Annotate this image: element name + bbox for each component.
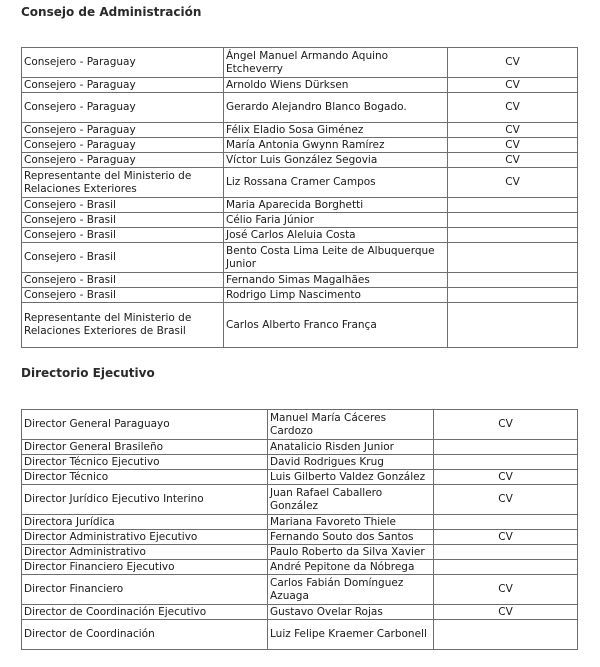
name-cell: Juan Rafael Caballero González xyxy=(268,485,434,515)
name-cell: Mariana Favoreto Thiele xyxy=(268,515,434,530)
cv-link[interactable]: CV xyxy=(448,123,578,138)
table-row xyxy=(22,198,578,213)
cv-link[interactable]: CV xyxy=(434,605,578,620)
name-cell: Gustavo Ovelar Rojas xyxy=(268,605,434,620)
table-row xyxy=(22,485,578,515)
cv-cell xyxy=(448,288,578,303)
cv-cell xyxy=(448,213,578,228)
table-row xyxy=(22,153,578,168)
cv-link[interactable]: CV xyxy=(448,153,578,168)
name-cell: André Pepitone da Nóbrega xyxy=(268,560,434,575)
role-cell: Consejero - Paraguay xyxy=(22,78,224,93)
table-row xyxy=(22,123,578,138)
table-row xyxy=(22,605,578,620)
role-cell: Consejero - Brasil xyxy=(22,198,224,213)
name-cell: Fernando Souto dos Santos xyxy=(268,530,434,545)
table-row xyxy=(22,288,578,303)
table-row xyxy=(22,243,578,273)
name-cell: Anatalicio Risden Junior xyxy=(268,440,434,455)
directorio-section-title: Directorio Ejecutivo xyxy=(21,366,155,380)
name-cell: Carlos Fabián Domínguez Azuaga xyxy=(268,575,434,605)
cv-link[interactable]: CV xyxy=(448,78,578,93)
role-cell: Director de Coordinación Ejecutivo xyxy=(22,605,268,620)
cv-link[interactable]: CV xyxy=(434,470,578,485)
role-cell: Consejero - Brasil xyxy=(22,273,224,288)
name-cell: María Antonia Gwynn Ramírez xyxy=(224,138,448,153)
table-row xyxy=(22,93,578,123)
cv-cell xyxy=(448,273,578,288)
table-row xyxy=(22,440,578,455)
role-cell: Consejero - Paraguay xyxy=(22,93,224,123)
name-cell: Gerardo Alejandro Blanco Bogado. xyxy=(224,93,448,123)
name-cell: Luis Gilberto Valdez González xyxy=(268,470,434,485)
directorio-table xyxy=(21,409,578,650)
name-cell: Félix Eladio Sosa Giménez xyxy=(224,123,448,138)
role-cell: Consejero - Brasil xyxy=(22,243,224,273)
cv-link[interactable]: CV xyxy=(448,138,578,153)
cv-cell xyxy=(434,515,578,530)
table-row xyxy=(22,78,578,93)
role-cell: Consejero - Paraguay xyxy=(22,123,224,138)
role-cell: Director Técnico xyxy=(22,470,268,485)
role-cell: Consejero - Brasil xyxy=(22,228,224,243)
name-cell: Paulo Roberto da Silva Xavier xyxy=(268,545,434,560)
cv-link[interactable]: CV xyxy=(448,168,578,198)
consejo-section-title: Consejo de Administración xyxy=(21,5,202,19)
cv-link[interactable]: CV xyxy=(434,575,578,605)
table-row xyxy=(22,138,578,153)
cv-cell xyxy=(434,545,578,560)
name-cell: Liz Rossana Cramer Campos xyxy=(224,168,448,198)
cv-link[interactable]: CV xyxy=(448,48,578,78)
role-cell: Director General Paraguayo xyxy=(22,410,268,440)
table-row xyxy=(22,48,578,78)
cv-link[interactable]: CV xyxy=(434,410,578,440)
role-cell: Director Administrativo xyxy=(22,545,268,560)
role-cell: Representante del Ministerio de Relaciones Exteriores de Brasil xyxy=(22,303,224,348)
role-cell: Director Financiero Ejecutivo xyxy=(22,560,268,575)
name-cell: Bento Costa Lima Leite de Albuquerque Junior xyxy=(224,243,448,273)
role-cell: Director Técnico Ejecutivo xyxy=(22,455,268,470)
cv-cell xyxy=(434,455,578,470)
name-cell: Manuel María Cáceres Cardozo xyxy=(268,410,434,440)
table-row xyxy=(22,273,578,288)
table-row xyxy=(22,455,578,470)
cv-cell xyxy=(434,560,578,575)
table-row xyxy=(22,470,578,485)
name-cell: Fernando Simas Magalhães xyxy=(224,273,448,288)
name-cell: José Carlos Aleluia Costa xyxy=(224,228,448,243)
name-cell: Maria Aparecida Borghetti xyxy=(224,198,448,213)
table-row xyxy=(22,410,578,440)
role-cell: Director General Brasileño xyxy=(22,440,268,455)
name-cell: Ángel Manuel Armando Aquino Etcheverry xyxy=(224,48,448,78)
role-cell: Director Administrativo Ejecutivo xyxy=(22,530,268,545)
table-row xyxy=(22,168,578,198)
name-cell: Arnoldo Wiens Dürksen xyxy=(224,78,448,93)
table-row xyxy=(22,545,578,560)
table-row xyxy=(22,620,578,650)
role-cell: Director de Coordinación xyxy=(22,620,268,650)
cv-cell xyxy=(448,198,578,213)
role-cell: Director Financiero xyxy=(22,575,268,605)
role-cell: Consejero - Brasil xyxy=(22,288,224,303)
name-cell: Luiz Felipe Kraemer Carbonell xyxy=(268,620,434,650)
role-cell: Consejero - Paraguay xyxy=(22,138,224,153)
cv-link[interactable]: CV xyxy=(434,485,578,515)
table-row xyxy=(22,530,578,545)
table-row xyxy=(22,228,578,243)
cv-cell xyxy=(448,243,578,273)
consejo-table xyxy=(21,47,578,348)
name-cell: Carlos Alberto Franco França xyxy=(224,303,448,348)
role-cell: Consejero - Paraguay xyxy=(22,48,224,78)
role-cell: Consejero - Brasil xyxy=(22,213,224,228)
cv-link[interactable]: CV xyxy=(448,93,578,123)
table-row xyxy=(22,303,578,348)
role-cell: Representante del Ministerio de Relaciones Exteriores xyxy=(22,168,224,198)
table-row xyxy=(22,515,578,530)
table-row xyxy=(22,575,578,605)
cv-cell xyxy=(434,440,578,455)
name-cell: Célio Faria Júnior xyxy=(224,213,448,228)
table-row xyxy=(22,213,578,228)
role-cell: Directora Jurídica xyxy=(22,515,268,530)
cv-cell xyxy=(434,620,578,650)
cv-cell xyxy=(448,303,578,348)
table-row xyxy=(22,560,578,575)
name-cell: David Rodrigues Krug xyxy=(268,455,434,470)
cv-link[interactable]: CV xyxy=(434,530,578,545)
name-cell: Víctor Luis González Segovia xyxy=(224,153,448,168)
role-cell: Director Jurídico Ejecutivo Interino xyxy=(22,485,268,515)
role-cell: Consejero - Paraguay xyxy=(22,153,224,168)
cv-cell xyxy=(448,228,578,243)
name-cell: Rodrigo Limp Nascimento xyxy=(224,288,448,303)
